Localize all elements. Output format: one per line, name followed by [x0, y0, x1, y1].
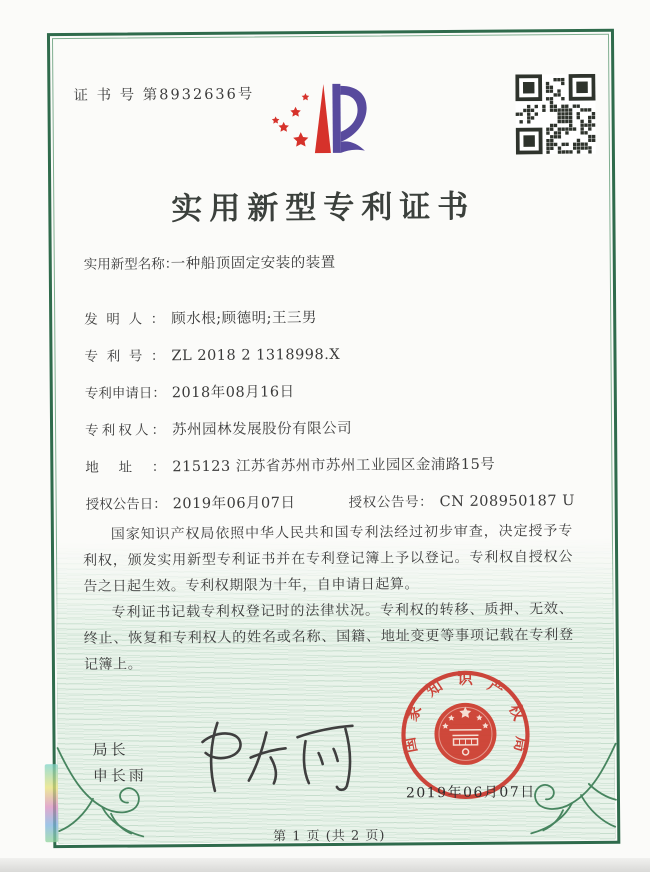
officer-title: 局长 — [92, 740, 129, 759]
legal-paragraph: 国家知识产权局依照中华人民共和国专利法经过初步审查，决定授予专利权，颁发实用新型专利证书并在专利登记簿上予以登记。专利权自授权公告之日起生效。专利权期限为十年，自申请日起算。 — [83, 523, 574, 595]
field-value: 2018年08月16日 — [171, 384, 295, 402]
officer-name: 申长雨 — [92, 766, 147, 785]
field-label: 专利申请日： — [84, 385, 166, 402]
field-label: 授权公告日： — [85, 496, 167, 513]
field-row-patent-no — [84, 344, 584, 366]
legal-paragraph: 专利证书记载专利权登记时的法律状况。专利权的转移、质押、无效、终止、恢复和专利权人的姓名或名称、国籍、地址变更等事项记载在专利登记簿上。 — [83, 601, 574, 673]
field-label: 地址： — [85, 459, 166, 476]
seal-char: 国 — [399, 735, 421, 755]
signature — [192, 700, 368, 801]
qr-code — [515, 74, 596, 155]
field-value: ZL 2018 2 1318998.X — [171, 346, 341, 365]
field-row-address — [85, 455, 585, 477]
field-label: 实用新型名称： — [83, 256, 179, 273]
national-emblem-icon — [434, 703, 496, 765]
field-row-name — [84, 252, 584, 274]
seal-date: 2019年06月07日 — [405, 784, 536, 802]
field-label: 授权公告号： — [348, 494, 433, 511]
legal-text — [83, 518, 574, 678]
field-value: 2019年06月07日 — [172, 495, 296, 513]
field-value: 一种船顶固定安装的装置 — [170, 254, 336, 273]
field-value: 顾水根;顾德明;王三男 — [171, 310, 318, 328]
officer-block — [92, 736, 146, 788]
seal-char: 产 — [484, 675, 508, 700]
cnipa-logo-icon — [265, 80, 376, 161]
certificate-number: 证 书 号 第8932636号 — [73, 86, 255, 104]
page-number: 第 1 页 (共 2 页) — [273, 828, 386, 845]
seal-char: 识 — [457, 668, 473, 688]
field-value: 苏州园林发展股份有限公司 — [172, 420, 353, 439]
field-row-grant-date — [86, 492, 586, 514]
seal-char: 家 — [401, 702, 426, 724]
field-row-inventor — [84, 307, 584, 329]
certificate-title: 实用新型专利证书 — [171, 188, 476, 228]
field-label: 发明人： — [84, 311, 165, 328]
field-pair-grant-no — [349, 492, 575, 512]
field-value: 215123 江苏省苏州市苏州工业园区金浦路15号 — [172, 456, 496, 476]
seal-char: 局 — [510, 735, 532, 754]
field-list — [84, 252, 586, 533]
field-label: 专利号： — [84, 348, 165, 365]
seal-char: 权 — [505, 701, 529, 724]
field-row-filing-date — [85, 381, 585, 403]
seal-char: 知 — [422, 675, 446, 701]
field-row-patentee — [85, 418, 585, 440]
field-value: CN 208950187 U — [439, 493, 575, 511]
hologram-strip — [45, 764, 59, 842]
field-label: 专利权人： — [85, 422, 166, 439]
